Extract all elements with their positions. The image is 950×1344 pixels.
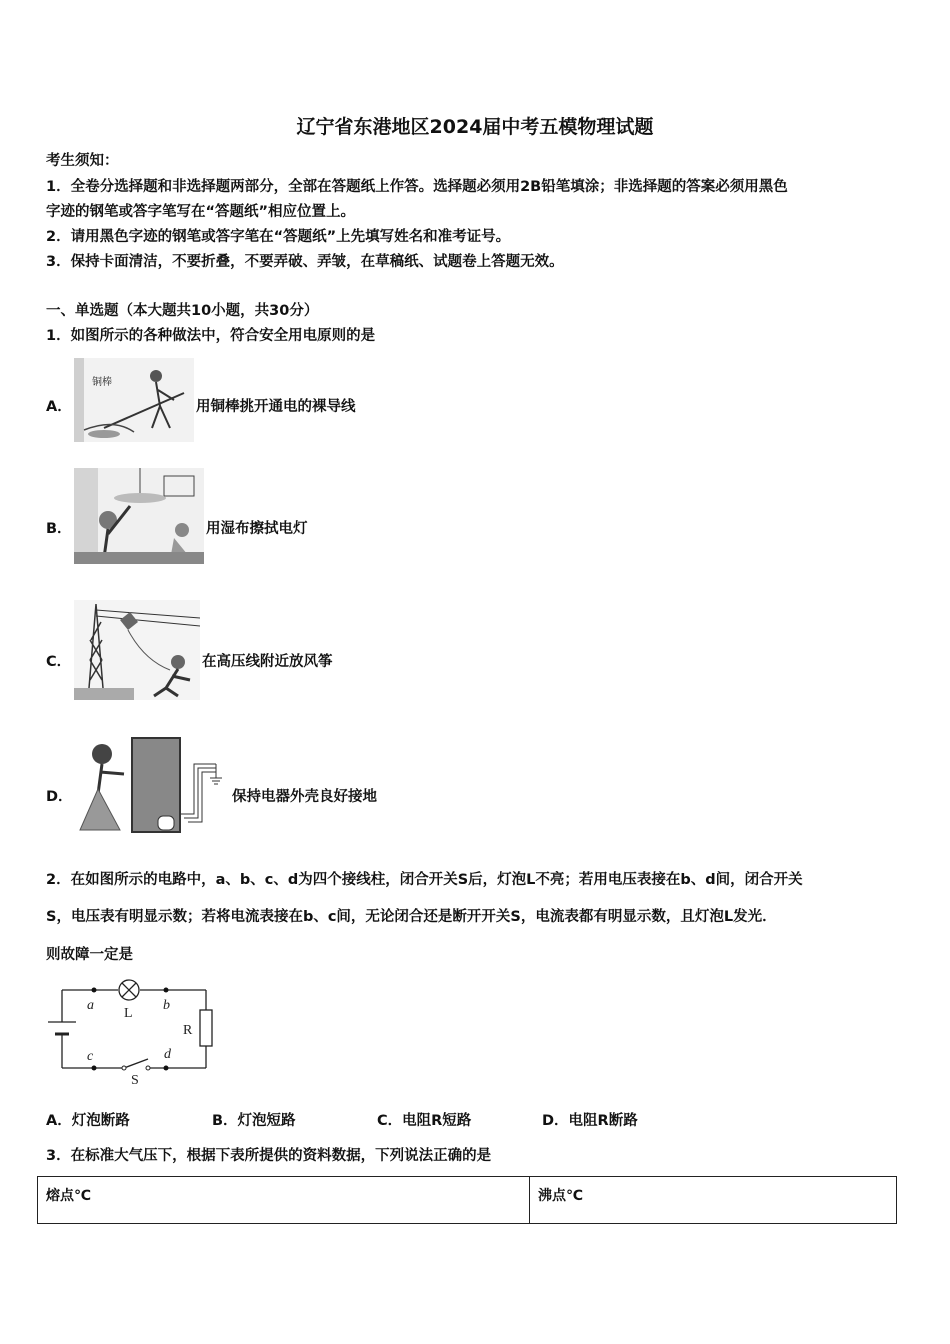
label-a: a — [87, 998, 94, 1013]
label-L: L — [124, 1006, 133, 1021]
q1-option-c-letter: C． — [46, 654, 72, 670]
label-R: R — [183, 1023, 193, 1038]
q2-option-a: A．灯泡断路 — [46, 1113, 130, 1129]
notice-heading: 考生须知： — [46, 153, 119, 169]
table-header-boiling-point: 沸点℃ — [530, 1177, 897, 1224]
q2-option-c: C．电阻R短路 — [377, 1113, 472, 1129]
section-heading: 一、单选题（本大题共10小题，共30分） — [46, 303, 319, 319]
copper-rod-label: 铜棒 — [92, 377, 112, 388]
table-row — [38, 1177, 897, 1224]
label-S: S — [131, 1073, 139, 1088]
lamp-symbol — [119, 980, 139, 1000]
q2-option-d: D．电阻R断路 — [542, 1113, 638, 1129]
copper-rod-illustration — [74, 358, 194, 442]
q2-stem-line-1: 2．在如图所示的电路中，a、b、c、d为四个接线柱，闭合开关S后，灯泡L不亮；若用电压表接在b、d间，闭合开关 — [46, 872, 803, 888]
wet-cloth-illustration — [74, 468, 204, 564]
table-header-melting-point: 熔点℃ — [38, 1177, 530, 1224]
notice-item-1: 1．全卷分选择题和非选择题两部分，全部在答题纸上作答。选择题必须用2B铅笔填涂；非选择题的答案必须用黑色 — [46, 179, 788, 195]
notice-item-2: 2．请用黑色字迹的钢笔或答字笔在“答题纸”上先填写姓名和准考证号。 — [46, 229, 511, 245]
q2-stem-line-3: 则故障一定是 — [46, 947, 133, 963]
grounded-appliance-illustration — [74, 734, 230, 834]
q1-option-d-text: 保持电器外壳良好接地 — [232, 789, 377, 805]
label-b: b — [163, 998, 170, 1013]
terminal-a — [92, 988, 97, 993]
q1-option-d-letter: D． — [46, 789, 73, 805]
notice-item-3: 3．保持卡面清洁，不要折叠，不要弄破、弄皱，在草稿纸、试题卷上答题无效。 — [46, 254, 564, 270]
terminal-b — [164, 988, 169, 993]
q1-option-b-letter: B． — [46, 521, 72, 537]
q2-stem-line-2: S，电压表有明显示数；若将电流表接在b、c间，无论闭合还是断开开关S，电流表都有明显示数，且灯泡L发光． — [46, 909, 777, 925]
terminal-c — [92, 1066, 97, 1071]
circuit-diagram — [40, 976, 220, 1088]
q1-option-a-letter: A． — [46, 399, 72, 415]
label-c: c — [87, 1049, 94, 1064]
kite-near-power-line-illustration — [74, 600, 200, 700]
q1-option-c-text: 在高压线附近放风筝 — [202, 654, 333, 670]
battery-symbol — [48, 1022, 76, 1034]
resistor-symbol — [200, 1010, 212, 1046]
q1-option-b-text: 用湿布擦拭电灯 — [206, 521, 308, 537]
q2-option-b: B．灯泡短路 — [212, 1113, 296, 1129]
label-d: d — [164, 1047, 171, 1062]
page-title: 辽宁省东港地区2024届中考五模物理试题 — [296, 116, 654, 138]
terminal-d — [164, 1066, 169, 1071]
q1-option-a-text: 用铜棒挑开通电的裸导线 — [196, 399, 356, 415]
notice-item-1-cont: 字迹的钢笔或答字笔写在“答题纸”相应位置上。 — [46, 204, 356, 220]
q3-stem: 3．在标准大气压下，根据下表所提供的资料数据，下列说法正确的是 — [46, 1148, 492, 1164]
data-table — [37, 1176, 897, 1224]
q1-stem: 1．如图所示的各种做法中，符合安全用电原则的是 — [46, 328, 376, 344]
